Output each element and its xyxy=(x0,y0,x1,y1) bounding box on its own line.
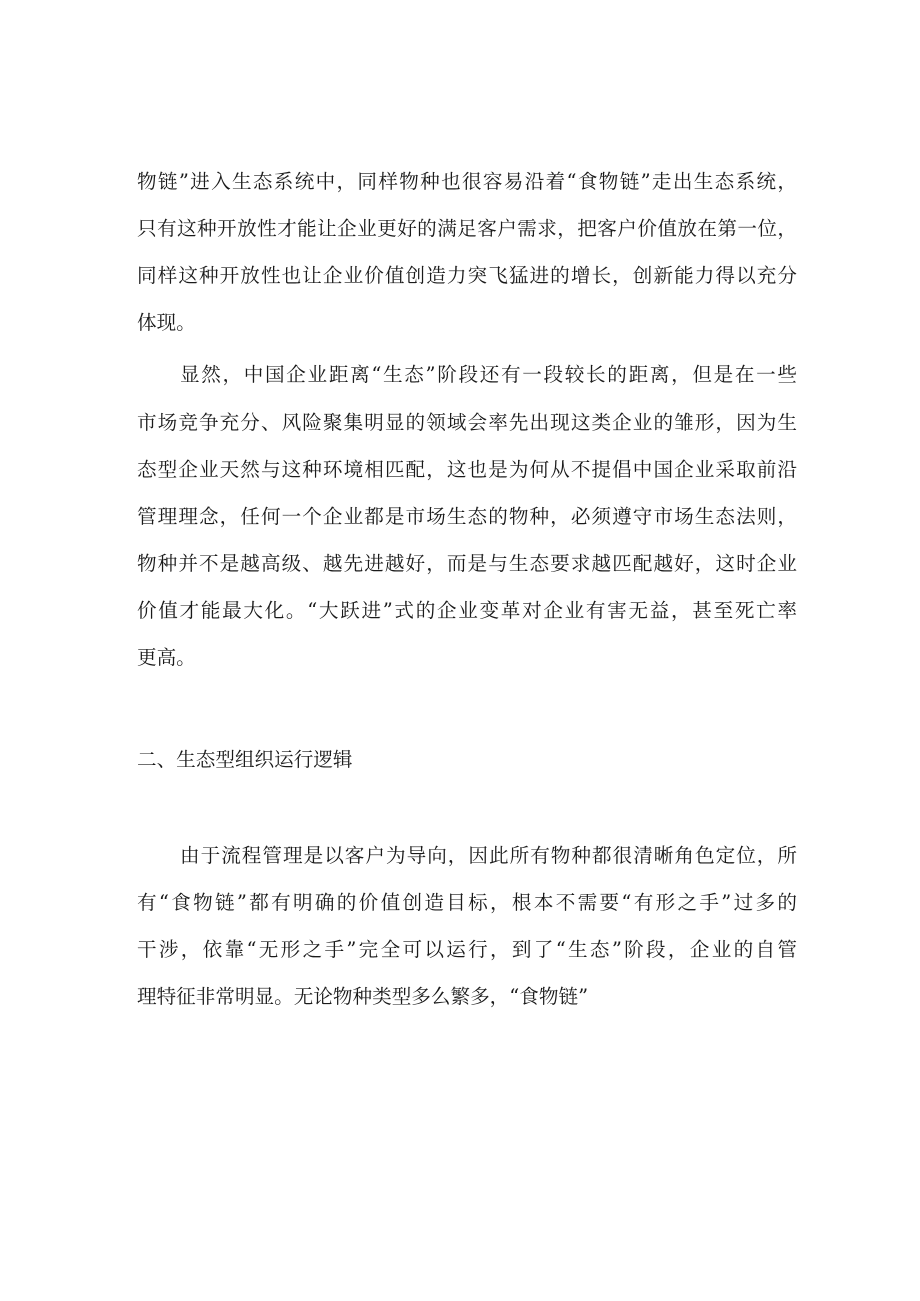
paragraph-line: 体现。 xyxy=(137,311,196,334)
paragraph-line: 价值才能最大化。“大跃进”式的企业变革对企业有害无益，甚至死亡率 xyxy=(137,599,797,622)
paragraph-line: 物链”进入生态系统中，同样物种也很容易沿着“食物链”走出生态系统， xyxy=(137,170,797,193)
paragraph-line: 由于流程管理是以客户为导向，因此所有物种都很清晰角色定位，所 xyxy=(180,844,797,867)
paragraph-line: 只有这种开放性才能让企业更好的满足客户需求，把客户价值放在第一位， xyxy=(137,217,797,240)
paragraph-line: 显然，中国企业距离“生态”阶段还有一段较长的距离，但是在一些 xyxy=(180,363,797,386)
section-heading: 二、生态型组织运行逻辑 xyxy=(137,748,353,771)
paragraph-line: 市场竞争充分、风险聚集明显的领域会率先出现这类企业的雏形，因为生 xyxy=(137,411,797,434)
paragraph-line: 更高。 xyxy=(137,646,196,669)
paragraph-line: 态型企业天然与这种环境相匹配，这也是为何从不提倡中国企业采取前沿 xyxy=(137,458,797,481)
paragraph-line: 同样这种开放性也让企业价值创造力突飞猛进的增长，创新能力得以充分 xyxy=(137,264,797,287)
paragraph-line: 理特征非常明显。无论物种类型多么繁多，“食物链” xyxy=(137,985,589,1008)
paragraph-line: 干涉，依靠“无形之手”完全可以运行，到了“生态”阶段，企业的自管 xyxy=(137,938,797,961)
paragraph-line: 管理理念，任何一个企业都是市场生态的物种，必须遵守市场生态法则， xyxy=(137,505,797,528)
paragraph-line: 有“食物链”都有明确的价值创造目标，根本不需要“有形之手”过多的 xyxy=(137,891,797,914)
paragraph-line: 物种并不是越高级、越先进越好，而是与生态要求越匹配越好，这时企业 xyxy=(137,552,797,575)
